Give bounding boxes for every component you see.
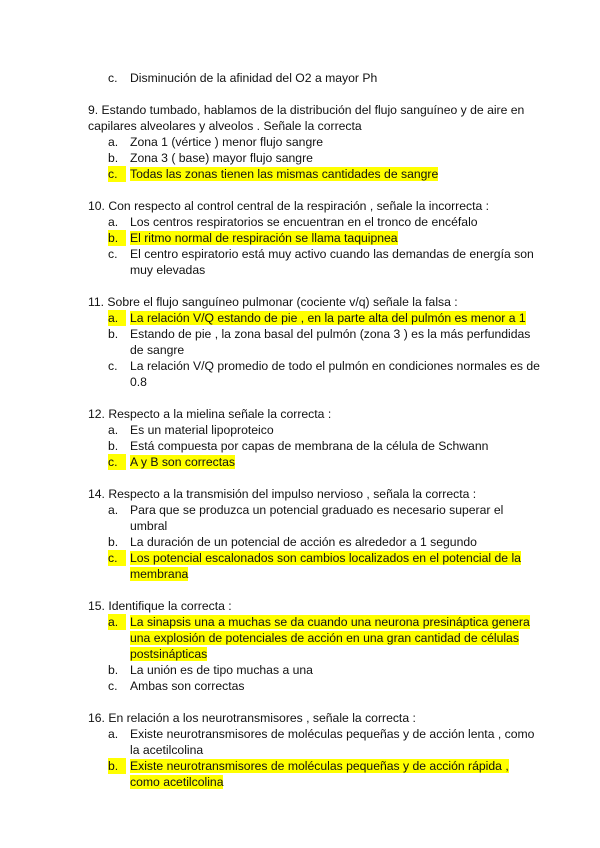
option-9a	[108, 134, 540, 150]
option-text: Existe neurotransmisores de moléculas pequeñas y de acción rápida , como acetilcolina	[130, 759, 509, 789]
option-letter: b.	[108, 439, 119, 453]
option-text: Ambas son correctas	[130, 679, 245, 693]
option-11c	[108, 358, 540, 390]
option-text: El centro espiratorio está muy activo cuando las demandas de energía son muy elevadas	[130, 247, 534, 277]
option-text: Está compuesta por capas de membrana de la célula de Schwann	[130, 439, 489, 453]
option-text: La relación V/Q estando de pie , en la parte alta del pulmón es menor a 1	[130, 311, 526, 325]
option-letter: a.	[108, 135, 119, 149]
option-text: Zona 3 ( base) mayor flujo sangre	[130, 151, 313, 165]
question-text: 11. Sobre el flujo sanguíneo pulmonar (cociente v/q) señale la falsa :	[88, 295, 458, 309]
option-text: Zona 1 (vértice ) menor flujo sangre	[130, 135, 324, 149]
question-15	[88, 598, 540, 694]
option-text: Todas las zonas tienen las mismas cantidades de sangre	[130, 167, 439, 181]
option-letter: a.	[108, 310, 126, 326]
option-text: La duración de un potencial de acción es alrededor a 1 segundo	[130, 535, 477, 549]
option-10b-highlighted	[108, 230, 540, 246]
option-9c-highlighted	[108, 166, 540, 182]
question-14	[88, 486, 540, 582]
option-letter: b.	[108, 663, 119, 677]
option-12a	[108, 422, 540, 438]
options-list	[88, 214, 540, 278]
question-text: 12. Respecto a la mielina señale la correcta :	[88, 407, 332, 421]
option-letter: c.	[108, 454, 126, 470]
option-letter: a.	[108, 727, 119, 741]
option-16a	[108, 726, 540, 758]
options-list	[88, 614, 540, 694]
option-11b	[108, 326, 540, 358]
option-letter: c.	[108, 550, 126, 566]
option-letter: b.	[108, 758, 126, 774]
option-letter: c.	[108, 679, 118, 693]
option-text: Los potencial escalonados son cambios localizados en el potencial de la membrana	[130, 551, 521, 581]
options-list	[88, 70, 540, 86]
option-text: La relación V/Q promedio de todo el pulmón en condiciones normales es de 0.8	[130, 359, 540, 389]
option-letter: b.	[108, 535, 119, 549]
options-list	[88, 502, 540, 582]
option-letter: c.	[108, 247, 118, 261]
question-16	[88, 710, 540, 790]
option-letter: b.	[108, 327, 119, 341]
option-15a-highlighted	[108, 614, 540, 662]
option-letter: a.	[108, 614, 126, 630]
option-letter: b.	[108, 151, 119, 165]
options-list	[88, 310, 540, 390]
option-letter: b.	[108, 230, 126, 246]
option-14c-highlighted	[108, 550, 540, 582]
option-text: El ritmo normal de respiración se llama taquipnea	[130, 231, 398, 245]
question-11	[88, 294, 540, 390]
option-text: A y B son correctas	[130, 455, 235, 469]
option-12c-highlighted	[108, 454, 540, 470]
options-list	[88, 134, 540, 182]
option-text: La sinapsis una a muchas se da cuando una neurona presináptica genera una explosión de potenciales de acción en una gran cantidad de células postsinápticas	[130, 615, 530, 661]
option-text: Los centros respiratorios se encuentran en el tronco de encéfalo	[130, 215, 478, 229]
option-15c	[108, 678, 540, 694]
option-10c	[108, 246, 540, 278]
option-letter: a.	[108, 215, 119, 229]
options-list	[88, 726, 540, 790]
option-8c	[108, 70, 540, 86]
option-14a	[108, 502, 540, 534]
option-text: Disminución de la afinidad del O2 a mayor Ph	[130, 71, 378, 85]
option-11a-highlighted	[108, 310, 540, 326]
option-9b	[108, 150, 540, 166]
question-10	[88, 198, 540, 278]
question-9	[88, 102, 540, 182]
option-12b	[108, 438, 540, 454]
options-list	[88, 422, 540, 470]
question-12	[88, 406, 540, 470]
question-text: 10. Con respecto al control central de la respiración , señale la incorrecta :	[88, 199, 490, 213]
option-15b	[108, 662, 540, 678]
option-letter: a.	[108, 423, 119, 437]
question-text: 15. Identifique la correcta :	[88, 599, 232, 613]
option-letter: a.	[108, 503, 119, 517]
question-text: 14. Respecto a la transmisión del impulso nervioso , señala la correcta :	[88, 487, 477, 501]
option-text: Para que se produzca un potencial graduado es necesario superar el umbral	[130, 503, 504, 533]
option-letter: c.	[108, 166, 126, 182]
option-10a	[108, 214, 540, 230]
option-16b-highlighted	[108, 758, 540, 790]
option-text: Existe neurotransmisores de moléculas pequeñas y de acción lenta , como la acetilcolina	[130, 727, 535, 757]
option-14b	[108, 534, 540, 550]
option-letter: c.	[108, 359, 118, 373]
option-text: Estando de pie , la zona basal del pulmón (zona 3 ) es la más perfundidas de sangre	[130, 327, 531, 357]
option-letter: c.	[108, 71, 118, 85]
option-text: Es un material lipoproteico	[130, 423, 274, 437]
option-text: La unión es de tipo muchas a una	[130, 663, 313, 677]
question-text: 9. Estando tumbado, hablamos de la distribución del flujo sanguíneo y de aire en capilares alveolares y alveolos . Señale la correcta	[88, 103, 525, 133]
question-text: 16. En relación a los neurotransmisores , señale la correcta :	[88, 711, 416, 725]
question-8-tail	[88, 70, 540, 86]
